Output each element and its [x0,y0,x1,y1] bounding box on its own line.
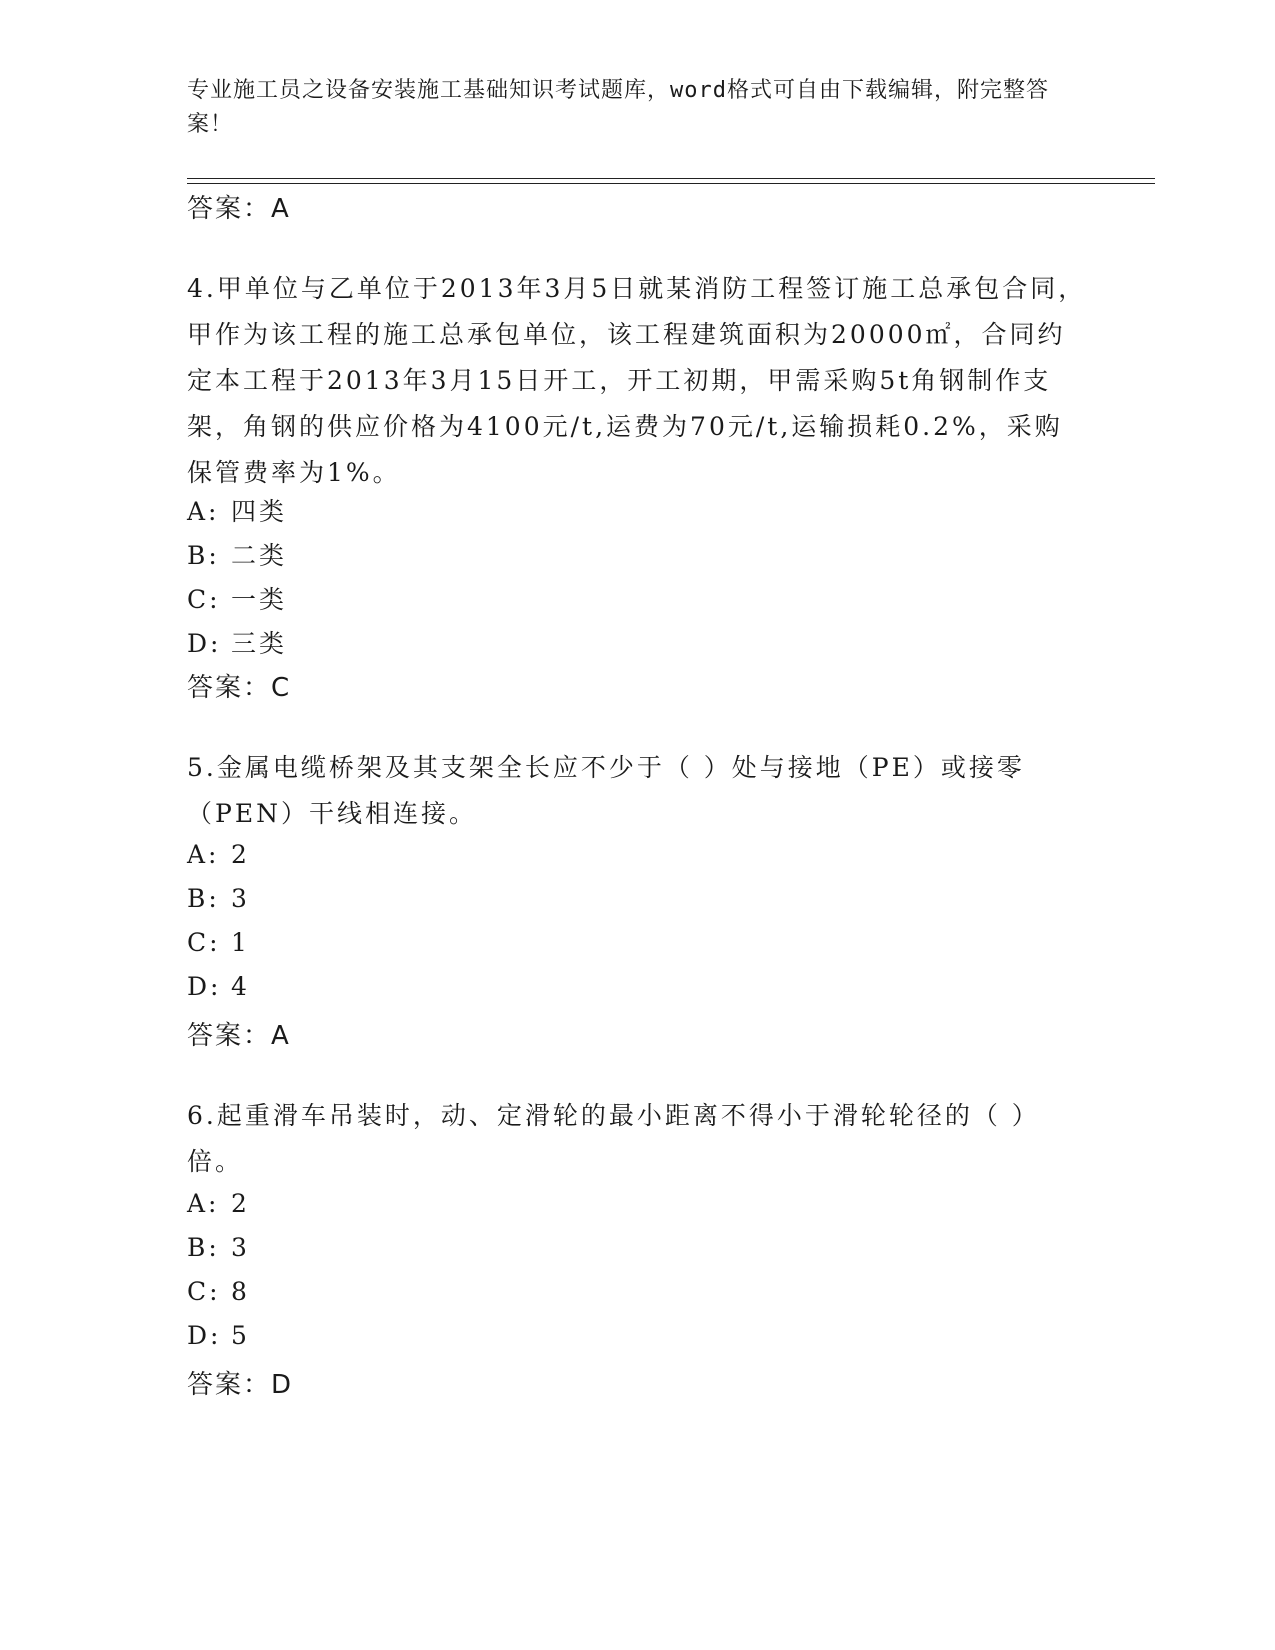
option-text: 一类 [231,585,288,614]
option-key: A: [187,497,220,526]
option-text: 二类 [231,541,288,570]
option-text: 2 [231,1189,250,1218]
option-a [187,840,250,869]
header-divider-bottom [187,183,1155,184]
option-key: B: [187,884,220,913]
option-b [187,1233,250,1262]
answer-label: 答案：C [187,673,292,703]
option-key: B: [187,1233,220,1262]
option-c [187,580,287,616]
option-key: D: [187,972,222,1001]
question-stem: 5.金属电缆桥架及其支架全长应不少于（ ）处与接地（PE）或接零（PEN）干线相连接。 [187,753,1025,828]
option-key: C: [187,585,221,614]
answer-label: 答案：A [187,1021,291,1051]
option-key: A: [187,840,220,869]
option-text: 三类 [231,629,288,658]
option-d [187,624,287,660]
option-key: D: [187,1321,222,1350]
option-text: 8 [231,1277,250,1306]
option-c [187,928,250,957]
option-text: 四类 [231,497,288,526]
option-key: A: [187,1189,220,1218]
header-divider-top [187,178,1155,179]
previous-answer: 答案：A [187,194,291,224]
option-d [187,972,250,1001]
option-text: 2 [231,840,250,869]
option-key: C: [187,1277,221,1306]
page-header-text: 专业施工员之设备安装施工基础知识考试题库，word格式可自由下载编辑，附完整答案！ [187,78,1049,137]
option-b [187,536,287,572]
option-key: C: [187,928,221,957]
question-stem: 4.甲单位与乙单位于2013年3月5日就某消防工程签订施工总承包合同，甲作为该工程的施工总承包单位，该工程建筑面积为20000㎡，合同约定本工程于2013年3月15日开工，开工初期，甲需采购5t角钢制作支架，角钢的供应价格为4100元/t,运费为70元/t,运输损耗0.2%，采购保管费率为1%。 [187,274,1087,487]
option-key: D: [187,629,222,658]
option-text: 5 [231,1321,250,1350]
option-a [187,1189,250,1218]
answer-label: 答案：D [187,1370,294,1400]
option-text: 3 [231,1233,250,1262]
option-b [187,884,250,913]
option-d [187,1321,250,1350]
option-a [187,492,287,528]
option-c [187,1277,250,1306]
question-stem: 6.起重滑车吊装时，动、定滑轮的最小距离不得小于滑轮轮径的（ ）倍。 [187,1101,1040,1176]
option-text: 1 [231,928,250,957]
option-text: 3 [231,884,250,913]
option-text: 4 [231,972,250,1001]
option-key: B: [187,541,220,570]
